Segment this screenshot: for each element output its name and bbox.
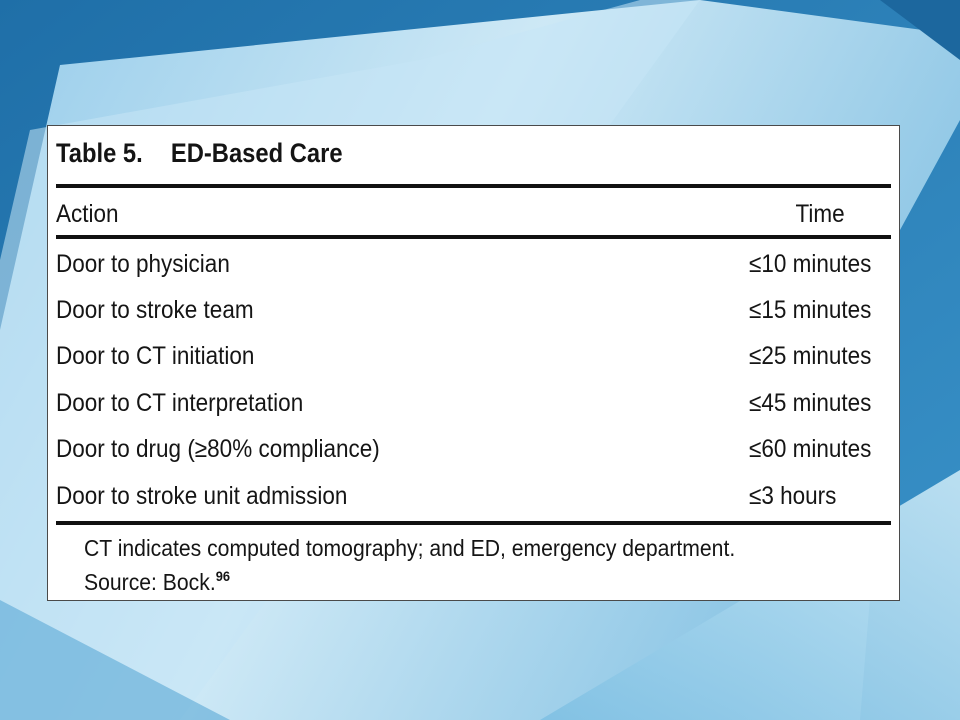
column-header-time: Time [795,200,845,228]
table-footnote: CT indicates computed tomography; and ED, emergency department. [84,535,736,561]
table-row [48,250,899,290]
table-row [48,435,899,475]
action-cell: Door to drug (≥80% compliance) [56,435,380,463]
time-cell: ≤15 minutes [749,296,872,324]
table-card [47,125,900,601]
time-cell: ≤60 minutes [749,435,872,463]
action-cell: Door to physician [56,250,230,278]
action-cell: Door to stroke team [56,296,254,324]
table-number: Table 5. [56,138,143,168]
column-header-action: Action [56,200,119,228]
action-cell: Door to CT initiation [56,342,255,370]
time-cell: ≤25 minutes [749,342,872,370]
table-title-text: ED-Based Care [170,138,343,168]
table-source [84,568,230,596]
title-rule [56,184,891,188]
header-rule [56,235,891,239]
source-reference: 96 [215,568,231,584]
footer-rule [56,521,891,525]
table-row [48,482,899,522]
table-row [48,389,899,429]
action-cell: Door to CT interpretation [56,389,304,417]
time-cell: ≤45 minutes [749,389,872,417]
table-title [56,138,343,169]
action-cell: Door to stroke unit admission [56,482,348,510]
table-row [48,296,899,336]
table-row [48,342,899,382]
time-cell: ≤3 hours [749,482,837,510]
time-cell: ≤10 minutes [749,250,872,278]
source-label: Source: Bock. [84,569,216,595]
